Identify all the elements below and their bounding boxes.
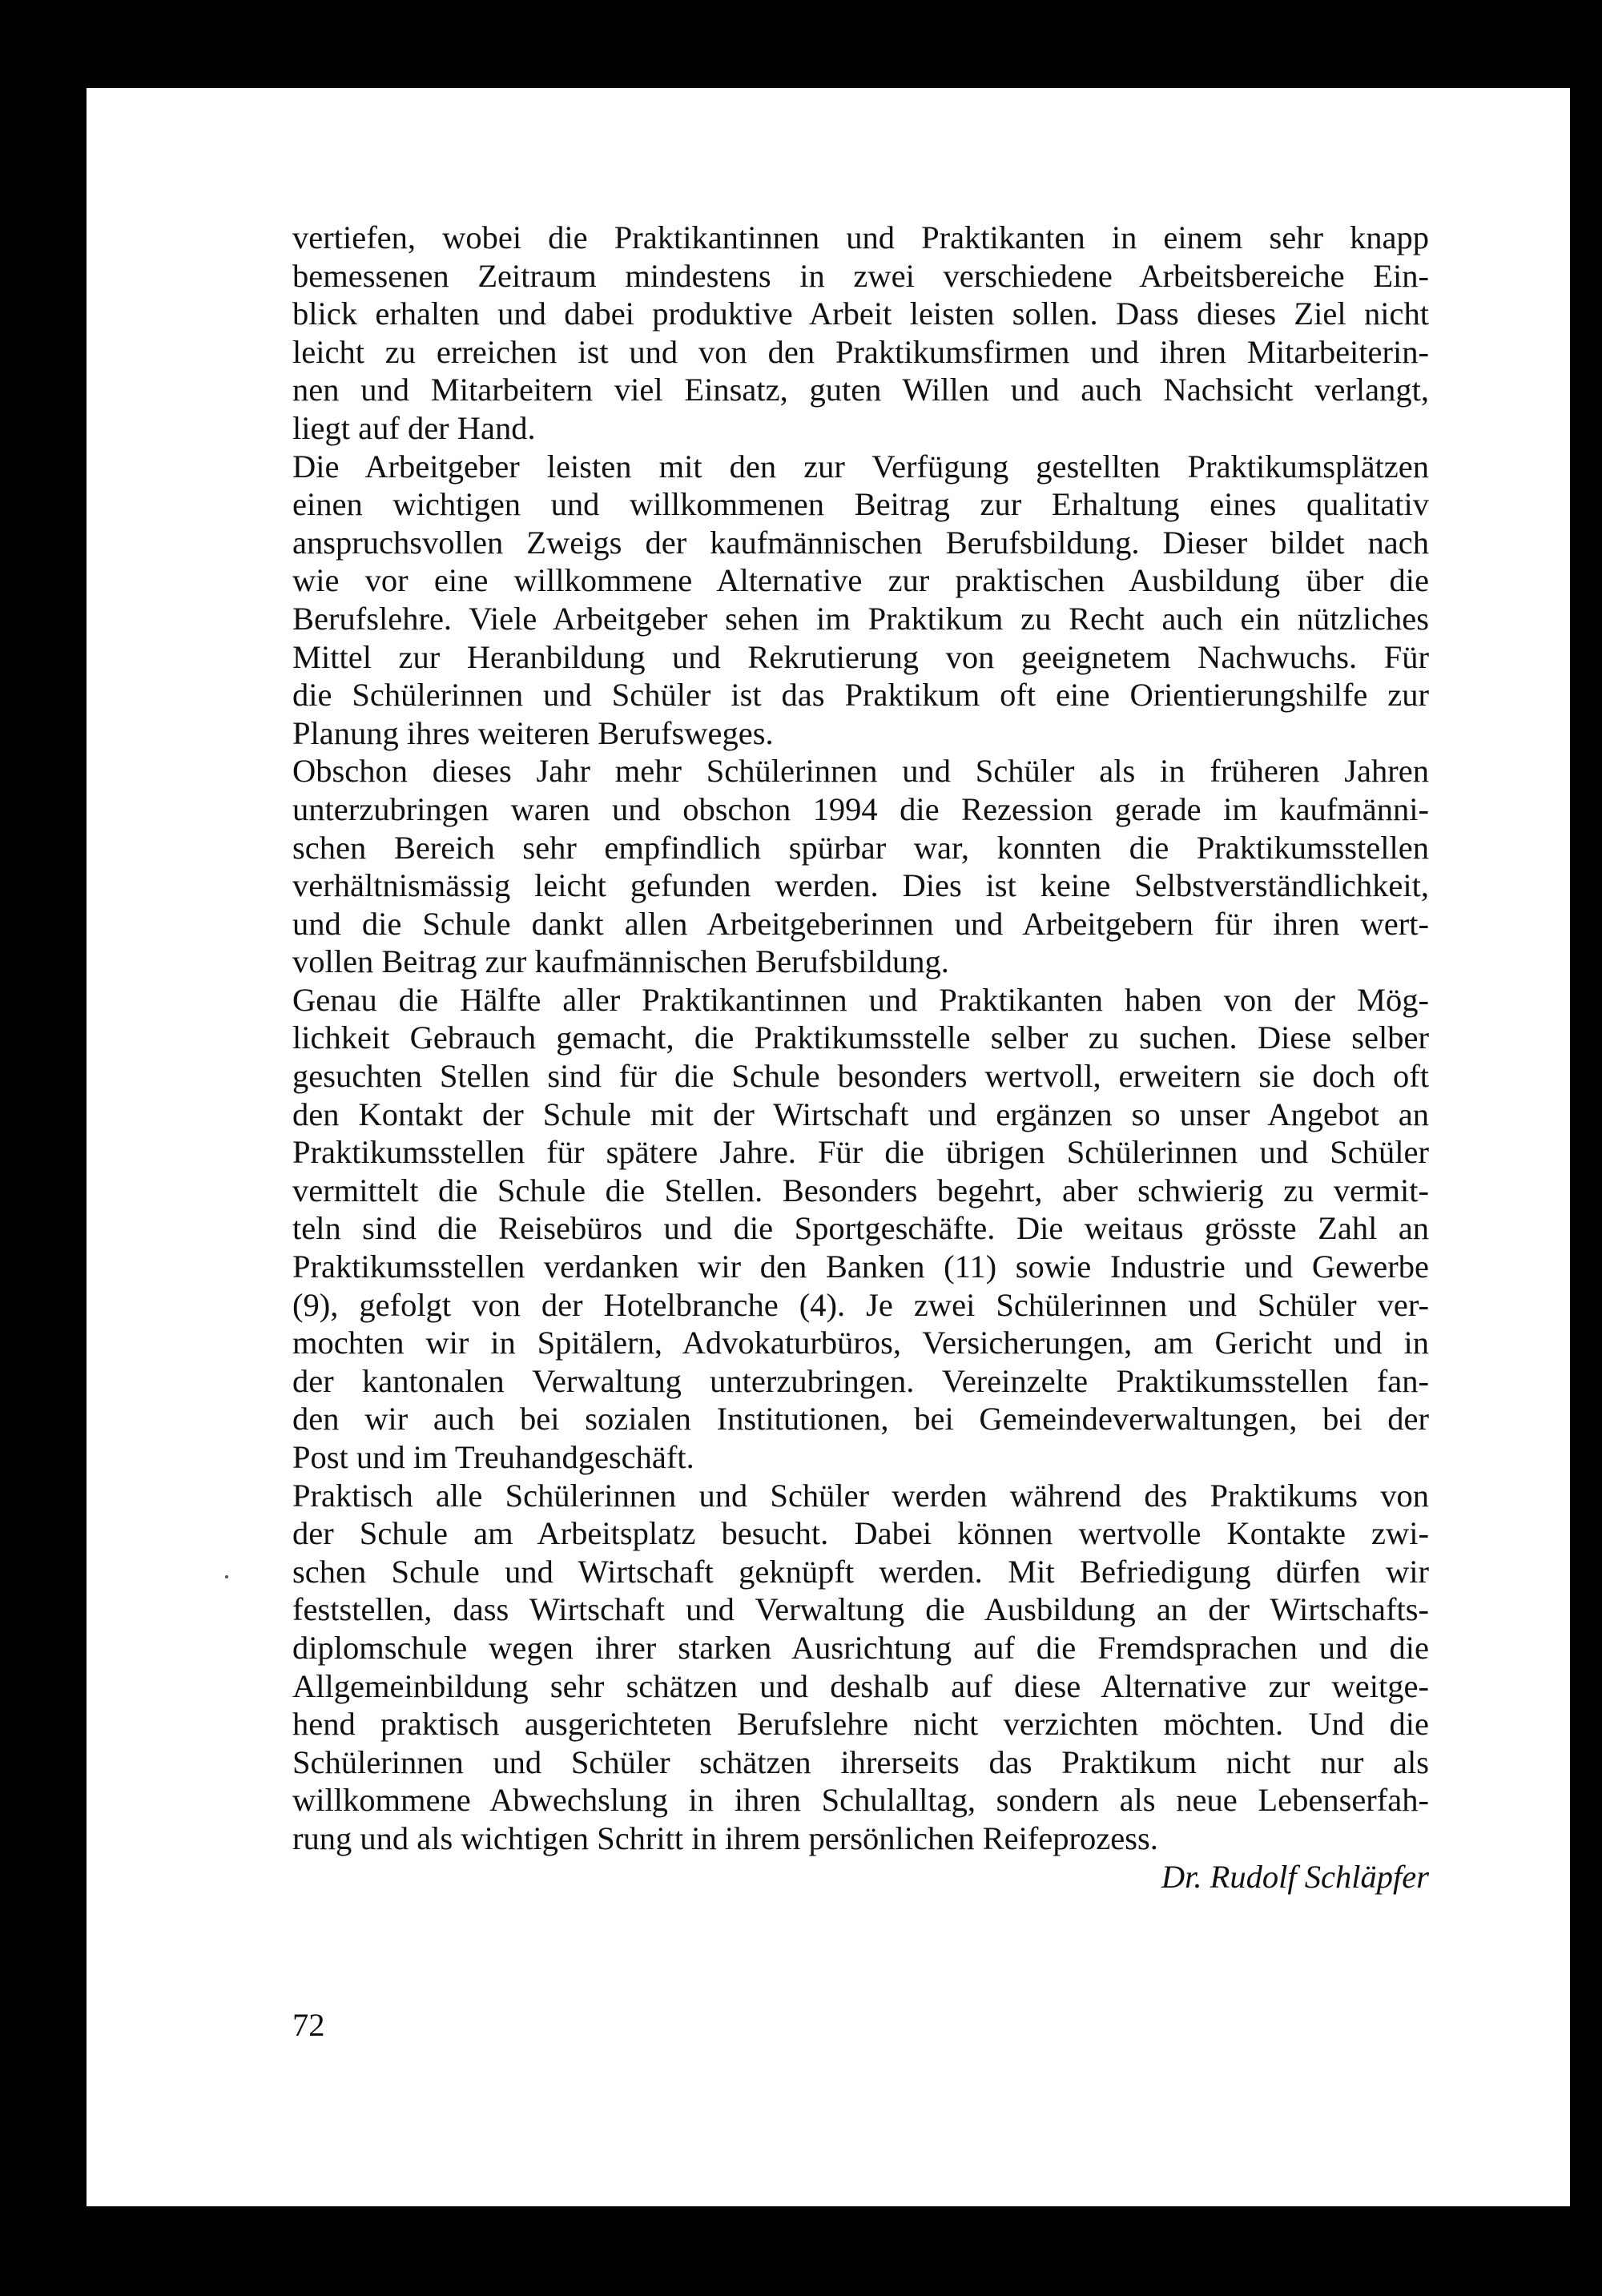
text-line: wie vor eine willkommene Alternative zur praktischen Ausbildung über die [292, 562, 1429, 599]
text-line: vermittelt die Schule die Stellen. Besonders begehrt, aber schwierig zu vermit- [292, 1172, 1429, 1208]
text-line: Post und im Treuhandgeschäft. [292, 1439, 694, 1475]
text-line: die Schülerinnen und Schüler ist das Praktikum oft eine Orientierungshilfe zur [292, 677, 1429, 714]
author-signature: Dr. Rudolf Schläpfer [1161, 1858, 1429, 1895]
text-line: vollen Beitrag zur kaufmännischen Berufsbildung. [292, 943, 949, 980]
text-line: mochten wir in Spitälern, Advokaturbüros, Versicherungen, am Gericht und in [292, 1325, 1429, 1361]
text-line: gesuchten Stellen sind für die Schule besonders wertvoll, erweitern sie doch oft [292, 1058, 1429, 1095]
text-line: anspruchsvollen Zweigs der kaufmännischen Berufsbildung. Dieser bildet nach [292, 524, 1429, 561]
text-line: willkommene Abwechslung in ihren Schulalltag, sondern als neue Lebenserfah- [292, 1782, 1429, 1819]
text-line: Schülerinnen und Schüler schätzen ihrerseits das Praktikum nicht nur als [292, 1743, 1429, 1780]
text-line: Planung ihres weiteren Berufsweges. [292, 714, 774, 751]
paragraph [292, 219, 1429, 448]
text-line: Berufslehre. Viele Arbeitgeber sehen im Praktikum zu Recht auch ein nützliches [292, 600, 1429, 637]
paragraph [292, 448, 1429, 753]
text-line: Praktikumsstellen für spätere Jahre. Für die übrigen Schülerinnen und Schüler [292, 1134, 1429, 1171]
text-line: der kantonalen Verwaltung unterzubringen. Vereinzelte Praktikumsstellen fan- [292, 1362, 1429, 1399]
text-line: den Kontakt der Schule mit der Wirtschaft und ergänzen so unser Angebot an [292, 1096, 1429, 1132]
text-line: nen und Mitarbeitern viel Einsatz, guten Willen und auch Nachsicht verlangt, [292, 372, 1429, 408]
text-line: den wir auch bei sozialen Institutionen, bei Gemeindeverwaltungen, bei der [292, 1401, 1429, 1438]
text-line: (9), gefolgt von der Hotelbranche (4). Je zwei Schülerinnen und Schüler ver- [292, 1286, 1429, 1323]
text-line: der Schule am Arbeitsplatz besucht. Dabei können wertvolle Kontakte zwi- [292, 1515, 1429, 1552]
text-line: hend praktisch ausgerichteten Berufslehre nicht verzichten möchten. Und die [292, 1706, 1429, 1743]
paragraph [292, 1477, 1429, 1858]
text-line: unterzubringen waren und obschon 1994 die Rezession gerade im kaufmänni- [292, 790, 1429, 827]
paragraph [292, 752, 1429, 981]
text-line: Mittel zur Heranbildung und Rekrutierung von geeignetem Nachwuchs. Für [292, 638, 1429, 675]
text-line: einen wichtigen und willkommenen Beitrag zur Erhaltung eines qualitativ [292, 486, 1429, 523]
text-line: liegt auf der Hand. [292, 409, 536, 446]
document-page [87, 88, 1570, 2206]
text-line: verhältnismässig leicht gefunden werden. Dies ist keine Selbstverständlichkeit, [292, 867, 1429, 904]
text-line: leicht zu erreichen ist und von den Praktikumsfirmen und ihren Mitarbeiterin- [292, 333, 1429, 370]
text-line: bemessenen Zeitraum mindestens in zwei verschiedene Arbeitsbereiche Ein- [292, 257, 1429, 294]
text-line: und die Schule dankt allen Arbeitgeberinnen und Arbeitgebern für ihren wert- [292, 905, 1429, 942]
text-line: Praktisch alle Schülerinnen und Schüler werden während des Praktikums von [292, 1477, 1429, 1514]
text-line: blick erhalten und dabei produktive Arbeit leisten sollen. Dass dieses Ziel nicht [292, 296, 1429, 332]
text-line: Genau die Hälfte aller Praktikantinnen und Praktikanten haben von der Mög- [292, 981, 1429, 1018]
page-number: 72 [292, 2007, 325, 2043]
text-line: schen Bereich sehr empfindlich spürbar war, konnten die Praktikumsstellen [292, 829, 1429, 866]
text-line: schen Schule und Wirtschaft geknüpft werden. Mit Befriedigung dürfen wir [292, 1553, 1429, 1590]
paragraph [292, 981, 1429, 1477]
text-line: vertiefen, wobei die Praktikantinnen und Praktikanten in einem sehr knapp [292, 219, 1429, 255]
text-line: Obschon dieses Jahr mehr Schülerinnen und Schüler als in früheren Jahren [292, 753, 1429, 790]
text-line: rung und als wichtigen Schritt in ihrem persönlichen Reifeprozess. [292, 1820, 1158, 1856]
text-line: lichkeit Gebrauch gemacht, die Praktikumsstelle selber zu suchen. Diese selber [292, 1019, 1429, 1056]
text-line: Praktikumsstellen verdanken wir den Banken (11) sowie Industrie und Gewerbe [292, 1249, 1429, 1285]
body-text [292, 219, 1429, 1896]
text-line: Allgemeinbildung sehr schätzen und deshalb auf diese Alternative zur weitge- [292, 1667, 1429, 1704]
text-line: teln sind die Reisebüros und die Sportgeschäfte. Die weitaus grösste Zahl an [292, 1210, 1429, 1247]
text-line: Die Arbeitgeber leisten mit den zur Verfügung gestellten Praktikumsplätzen [292, 448, 1429, 485]
scan-speck [225, 1575, 228, 1578]
text-line: feststellen, dass Wirtschaft und Verwaltung die Ausbildung an der Wirtschafts- [292, 1591, 1429, 1628]
text-line: diplomschule wegen ihrer starken Ausrichtung auf die Fremdsprachen und die [292, 1629, 1429, 1666]
